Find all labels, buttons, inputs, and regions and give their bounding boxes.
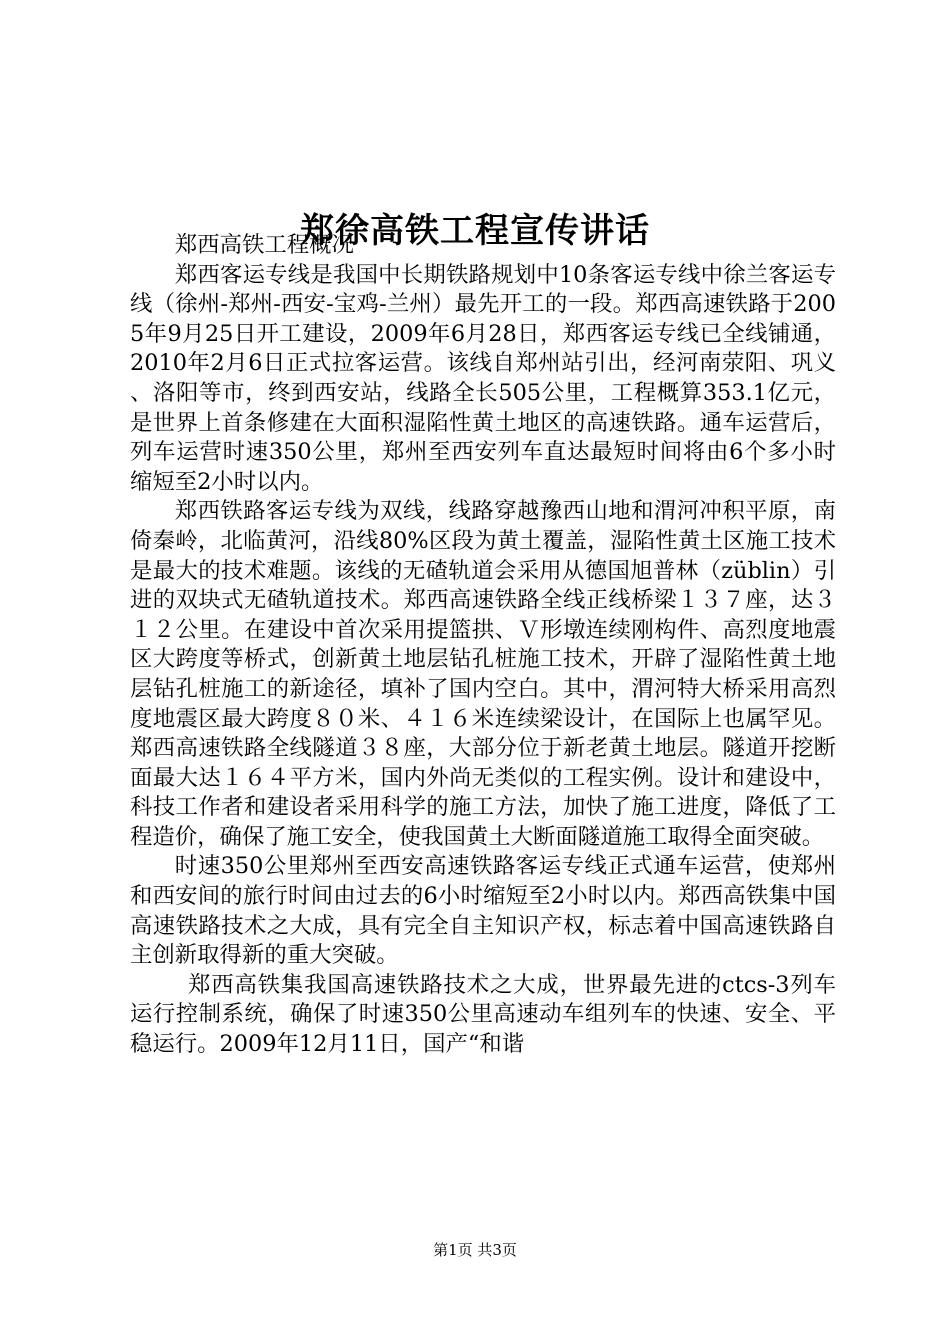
paragraph-technology: 郑西高铁集我国高速铁路技术之大成，世界最先进的ctcs-3列车运行控制系统，确保了时速350公里高速动车组列车的快速、安全、平稳运行。2009年12月11日，国产“和谐 xyxy=(130,971,836,1058)
section-heading: 郑西高铁工程概况 xyxy=(174,232,354,258)
paragraph-overview: 郑西客运专线是我国中长期铁路规划中10条客运专线中徐兰客运专线（徐州-郑州-西安-宝鸡-兰州）最先开工的一段。郑西高速铁路于2005年9月25日开工建设，2009年6月28日，郑西客运专线已全线铺通，2010年2月6日正式拉客运营。该线自郑州站引出，经河南荥阳、巩义、洛阳等市，终到西安站，线路全长505公里，工程概算353.1亿元，是世界上首条修建在大面积湿陷性黄土地区的高速铁路。通车运营后，列车运营时速350公里，郑州至西安列车直达最短时间将由6个多小时缩短至2小时以内。 xyxy=(130,261,836,495)
page-number-footer: 第1页 共3页 xyxy=(433,1241,517,1259)
paragraph-travel-time: 时速350公里郑州至西安高速铁路客运专线正式通车运营，使郑州和西安间的旅行时间由过去的6小时缩短至2小时以内。郑西高铁集中国高速铁路技术之大成，具有完全自主知识产权，标志着中国高速铁路自主创新取得新的重大突破。 xyxy=(130,853,836,969)
paragraph-engineering: 郑西铁路客运专线为双线，线路穿越豫西山地和渭河冲积平原，南倚秦岭，北临黄河，沿线80%区段为黄土覆盖，湿陷性黄土区施工技术是最大的技术难题。该线的无碴轨道会采用从德国旭普林（züblin）引进的双块式无碴轨道技术。郑西高速铁路全线正线桥梁１３７座，达３１２公里。在建设中首次采用提篮拱、Ｖ形墩连续刚构件、高烈度地震区大跨度等桥式，创新黄土地层钻孔桩施工技术，开辟了湿陷性黄土地层钻孔桩施工的新途径，填补了国内空白。其中，渭河特大桥采用高烈度地震区最大跨度８０米、４１６米连续梁设计，在国际上也属罕见。郑西高速铁路全线隧道３８座，大部分位于新老黄土地层。隧道开挖断面最大达１６４平方米，国内外尚无类似的工程实例。设计和建设中，科技工作者和建设者采用科学的施工方法，加快了施工进度，降低了工程造价，确保了施工安全，使我国黄土大断面隧道施工取得全面突破。 xyxy=(130,498,836,850)
document-body xyxy=(130,231,836,1060)
document-title: 郑徐高铁工程宣传讲话 xyxy=(300,210,650,251)
